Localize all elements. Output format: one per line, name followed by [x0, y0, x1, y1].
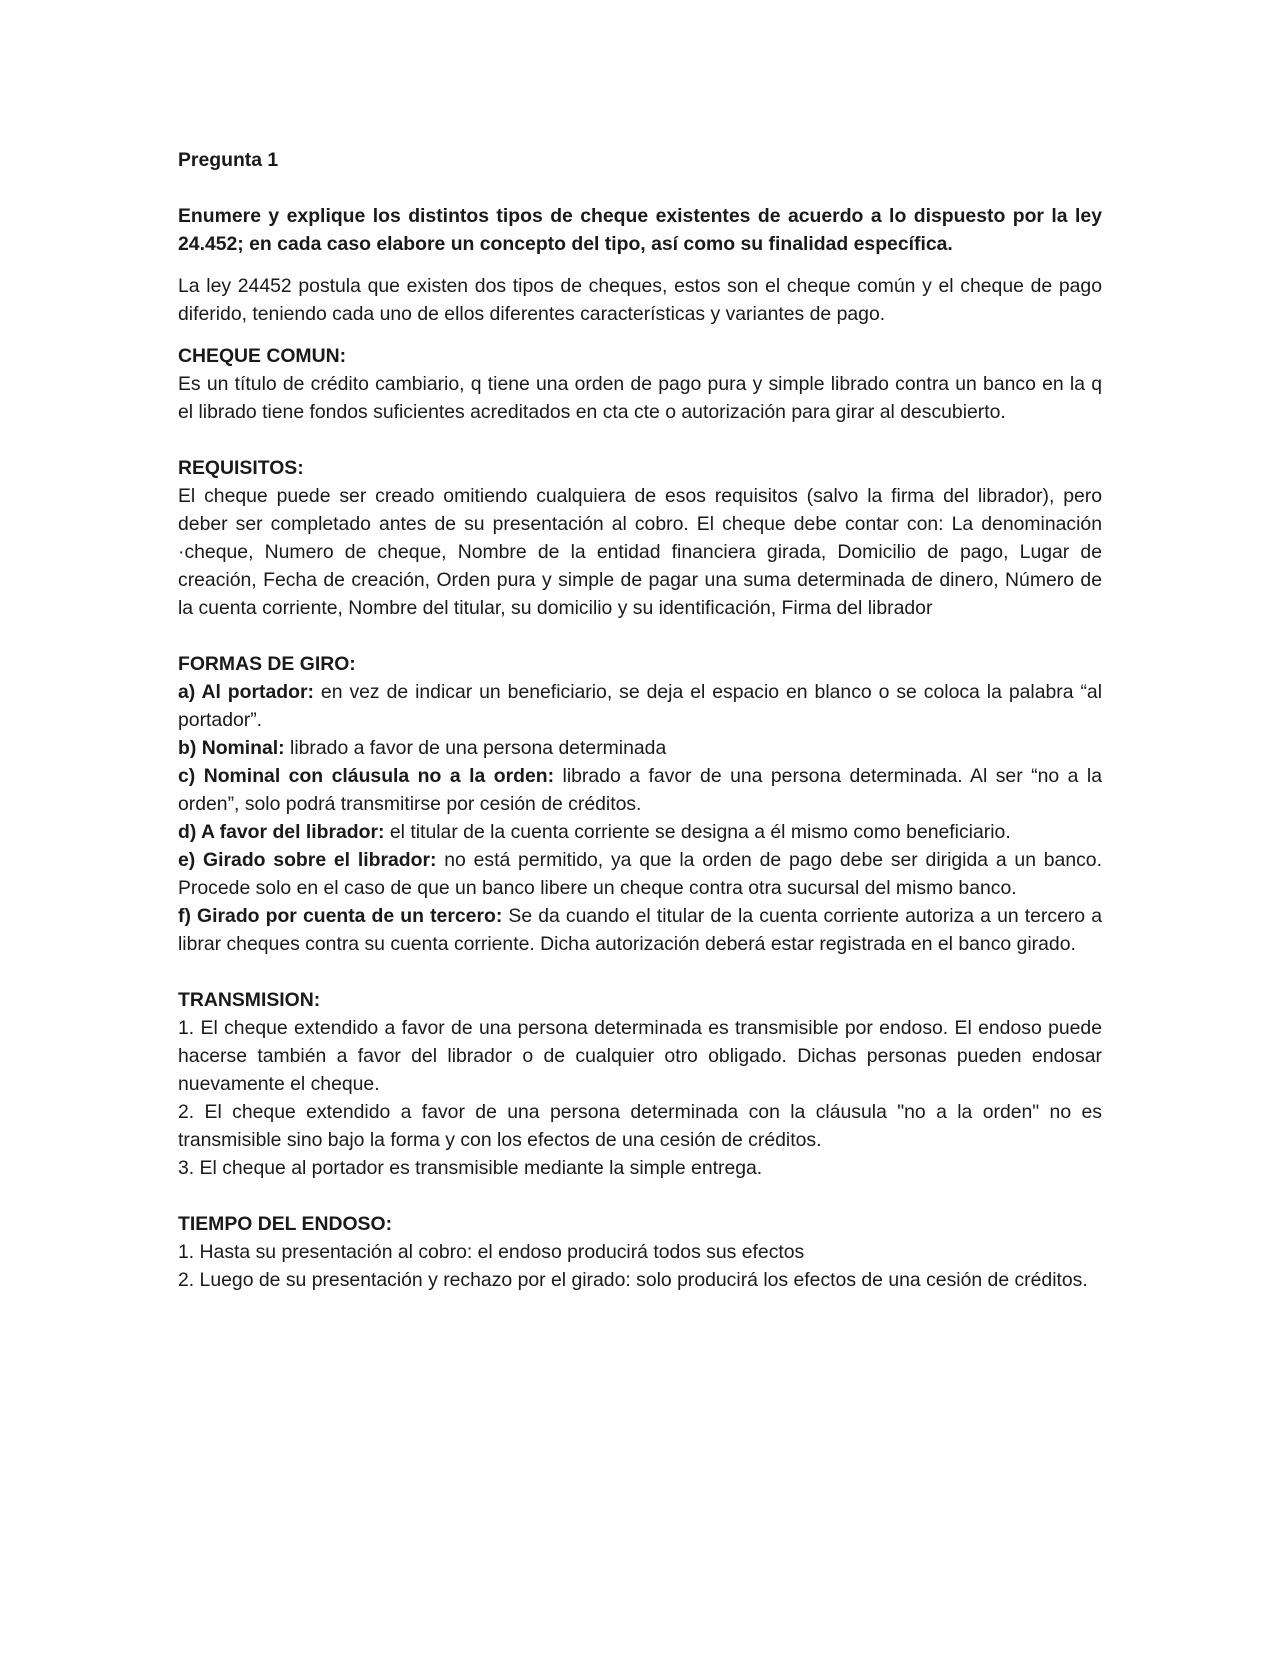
list-item-text: Se da cuando el titular de la cuenta corriente autoriza a un tercero a librar cheques contra su cuenta corriente. Dicha autorización deberá estar registrada en el banco girado. [178, 905, 1102, 955]
list-item: 2. El cheque extendido a favor de una persona determinada con la cláusula "no a la orden" no es transmisible sino bajo la forma y con los efectos de una cesión de créditos. [178, 1101, 1102, 1151]
list-item-label: e) Girado sobre el librador: [178, 849, 437, 871]
list-item-label: f) Girado por cuenta de un tercero: [178, 905, 503, 927]
list-item [178, 762, 1102, 818]
list-item: 2. Luego de su presentación y rechazo por el girado: solo producirá los efectos de una cesión de créditos. [178, 1269, 1088, 1291]
list-item-label: a) Al portador: [178, 681, 314, 703]
list-item-text: el titular de la cuenta corriente se designa a él mismo como beneficiario. [384, 821, 1011, 843]
list-item: 3. El cheque al portador es transmisible mediante la simple entrega. [178, 1157, 763, 1179]
list-item-label: c) Nominal con cláusula no a la orden: [178, 765, 555, 787]
list-item [178, 678, 1102, 734]
question-title: Pregunta 1 [178, 149, 279, 171]
list-item [178, 846, 1102, 902]
section-heading-formas-giro: FORMAS DE GIRO: [178, 653, 356, 675]
requisitos-text: El cheque puede ser creado omitiendo cualquiera de esos requisitos (salvo la firma del librador), pero deber ser completado antes de su presentación al cobro. El cheque debe contar con: La denominación ·cheque, Numero de cheque, Nombre de la entidad financiera girada, Domicilio de pago, Lugar de creación, Fecha de creación, Orden pura y simple de pagar una suma determinada de dinero, Número de la cuenta corriente, Nombre del titular, su domicilio y su identificación, Firma del librador [178, 485, 1102, 619]
list-item-text: no está permitido, ya que la orden de pago debe ser dirigida a un banco. Procede solo en el caso de que un banco libere un cheque contra otra sucursal del mismo banco. [178, 849, 1102, 899]
section-heading-cheque-comun: CHEQUE COMUN: [178, 345, 347, 367]
list-item-label: d) A favor del librador: [178, 821, 385, 843]
list-item-text: librado a favor de una persona determinada. Al ser “no a la orden”, solo podrá transmitirse por cesión de créditos. [178, 765, 1102, 815]
intro-paragraph: La ley 24452 postula que existen dos tipos de cheques, estos son el cheque común y el cheque de pago diferido, teniendo cada uno de ellos diferentes características y variantes de pago. [178, 275, 1102, 325]
section-heading-transmision: TRANSMISION: [178, 989, 321, 1011]
list-item-text: librado a favor de una persona determinada [284, 737, 667, 759]
cheque-comun-text: Es un título de crédito cambiario, q tiene una orden de pago pura y simple librado contra un banco en la q el librado tiene fondos suficientes acreditados en cta cte o autorización para girar al descubierto. [178, 373, 1102, 423]
section-heading-tiempo-endoso: TIEMPO DEL ENDOSO: [178, 1213, 393, 1235]
list-item-text: en vez de indicar un beneficiario, se deja el espacio en blanco o se coloca la palabra “al portador”. [178, 681, 1102, 731]
list-item: 1. El cheque extendido a favor de una persona determinada es transmisible por endoso. El endoso puede hacerse también a favor del librador o de cualquier otro obligado. Dichas personas pueden endosar nuevamente el cheque. [178, 1017, 1102, 1095]
section-heading-requisitos: REQUISITOS: [178, 457, 304, 479]
list-item [178, 734, 1102, 762]
list-item [178, 818, 1102, 846]
list-item [178, 902, 1102, 958]
list-item-label: b) Nominal: [178, 737, 285, 759]
question-statement: Enumere y explique los distintos tipos de cheque existentes de acuerdo a lo dispuesto por la ley 24.452; en cada caso elabore un concepto del tipo, así como su finalidad específica. [178, 205, 1102, 255]
list-item: 1. Hasta su presentación al cobro: el endoso producirá todos sus efectos [178, 1241, 805, 1263]
